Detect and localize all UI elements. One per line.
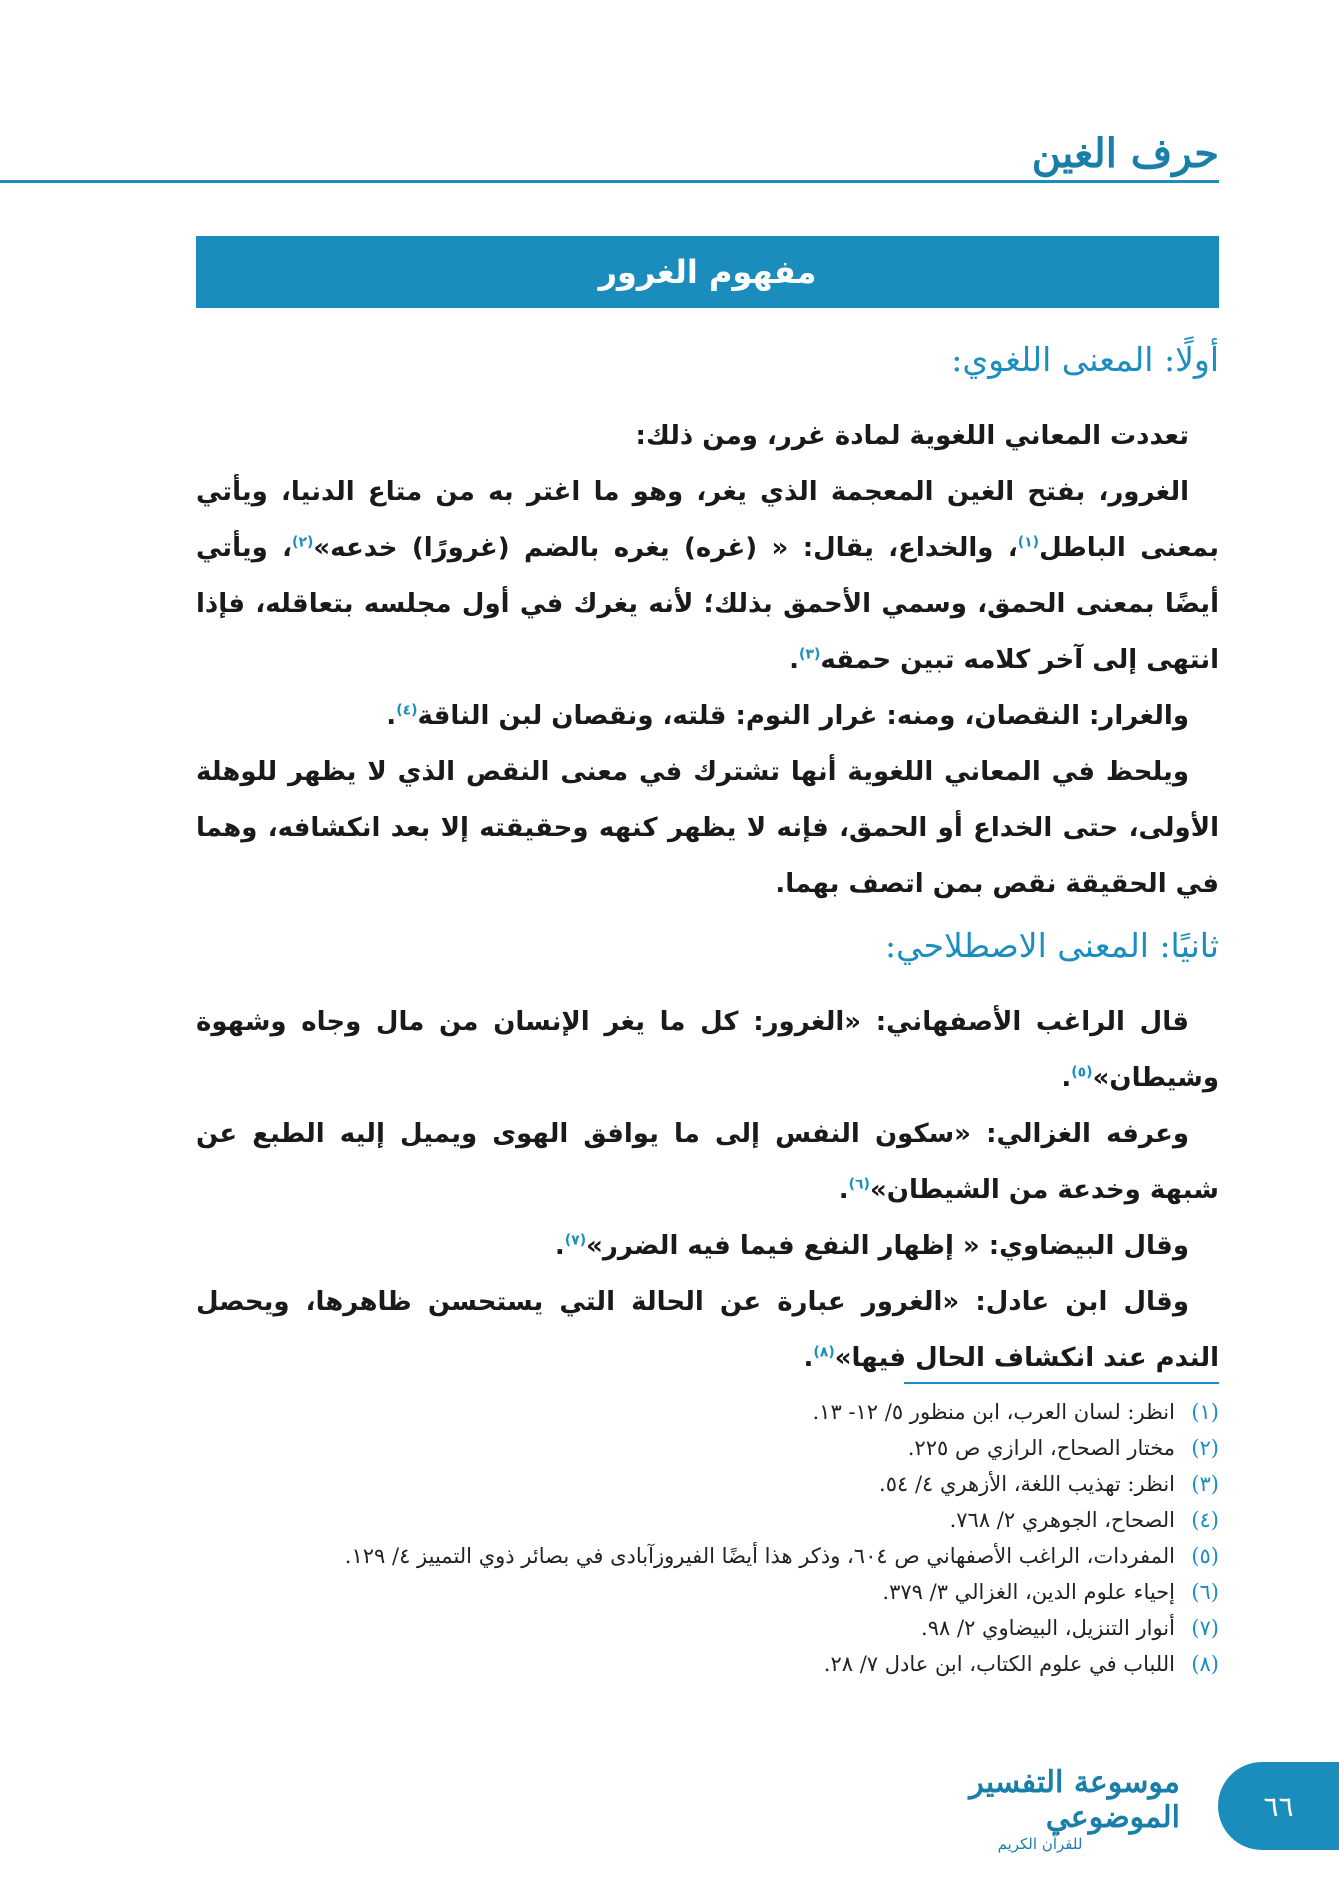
paragraph — [196, 994, 1219, 1106]
footnote-ref[interactable]: (٦) — [848, 1176, 870, 1193]
text-run: . — [554, 1231, 565, 1261]
text-run: . — [789, 645, 800, 675]
page-number-badge — [1218, 1762, 1339, 1850]
section-heading-linguistic: أولًا: المعنى اللغوي: — [951, 340, 1219, 379]
paragraph — [196, 1106, 1219, 1218]
paragraph — [196, 688, 1219, 744]
text-run: الغرور، بفتح الغين المعجمة الذي يغر، وهو ما اغتر به من متاع الدنيا، ويأتي بمعنى الباطل — [196, 477, 1219, 563]
footnote-item — [196, 1430, 1219, 1466]
footnote-text: انظر: تهذيب اللغة، الأزهري ٤/ ٥٤. — [879, 1472, 1175, 1496]
chapter-banner — [196, 236, 1219, 308]
text-run: . — [386, 701, 397, 731]
footnote-number: (٢) — [1191, 1436, 1219, 1460]
footnote-text: مختار الصحاح، الرازي ص ٢٢٥. — [907, 1436, 1175, 1460]
paragraph: تعددت المعاني اللغوية لمادة غرر، ومن ذلك: — [635, 421, 1189, 451]
footnote-text: انظر: لسان العرب، ابن منظور ٥/ ١٢- ١٣. — [812, 1400, 1175, 1424]
footnotes-list — [196, 1394, 1219, 1682]
footnote-text: الصحاح، الجوهري ٢/ ٧٦٨. — [949, 1508, 1175, 1532]
header-rule — [0, 180, 1219, 183]
running-header-title: حرف الغين — [1031, 130, 1219, 177]
footnote-ref[interactable]: (١) — [1017, 534, 1040, 551]
paragraph — [196, 1274, 1219, 1386]
footnote-text: اللباب في علوم الكتاب، ابن عادل ٧/ ٢٨. — [823, 1652, 1175, 1676]
footnote-number: (٨) — [1191, 1652, 1219, 1676]
footnote-item — [196, 1574, 1219, 1610]
banner-title: مفهوم الغرور — [598, 253, 817, 291]
encyclopedia-logo — [900, 1765, 1180, 1853]
footnote-separator — [904, 1382, 1219, 1384]
logo-title: موسوعة التفسير الموضوعي — [969, 1765, 1180, 1835]
section-heading-terminological: ثانيًا: المعنى الاصطلاحي: — [884, 926, 1219, 965]
footnote-item — [196, 1538, 1219, 1574]
text-run: وعرفه الغزالي: «سكون النفس إلى ما يوافق الهوى ويميل إليه الطبع عن شبهة وخدعة من الشيطان» — [196, 1119, 1219, 1205]
text-run: ، والخداع، يقال: « (غره) يغره بالضم (غرورًا) خدعه» — [313, 533, 1018, 563]
text-run: والغرار: النقصان، ومنه: غرار النوم: قلته، ونقصان لبن الناقة — [417, 701, 1189, 731]
section-terminological-body — [196, 994, 1219, 1386]
footnote-number: (٥) — [1191, 1544, 1219, 1568]
paragraph: ويلحظ في المعاني اللغوية أنها تشترك في معنى النقص الذي لا يظهر للوهلة الأولى، حتى الخداع أو الحمق، فإنه لا يظهر كنهه وحقيقته إلا بعد انكشافه، وهما في الحقيقة نقص بمن اتصف بهما. — [196, 757, 1219, 899]
footnote-ref[interactable]: (٢) — [292, 534, 314, 551]
footnote-item — [196, 1502, 1219, 1538]
footnote-text: أنوار التنزيل، البيضاوي ٢/ ٩٨. — [921, 1616, 1175, 1640]
footnote-ref[interactable]: (٧) — [564, 1232, 587, 1249]
footnote-text: إحياء علوم الدين، الغزالي ٣/ ٣٧٩. — [882, 1580, 1175, 1604]
footnote-item — [196, 1394, 1219, 1430]
text-run: . — [803, 1343, 814, 1373]
page-number: ٦٦ — [1263, 1789, 1294, 1823]
text-run: . — [838, 1175, 849, 1205]
paragraph — [196, 1218, 1219, 1274]
footnote-text: المفردات، الراغب الأصفهاني ص ٦٠٤، وذكر هذا أيضًا الفيروزآبادى في بصائر ذوي التمييز ٤/ ١٢٩. — [344, 1544, 1175, 1568]
text-run: وقال البيضاوي: « إظهار النفع فيما فيه الضرر» — [586, 1231, 1189, 1261]
footnote-number: (١) — [1191, 1400, 1219, 1424]
text-run: قال الراغب الأصفهاني: «الغرور: كل ما يغر الإنسان من مال وجاه وشهوة وشيطان» — [196, 1007, 1219, 1093]
footnote-number: (٧) — [1191, 1616, 1219, 1640]
paragraph — [196, 464, 1219, 688]
text-run: وقال ابن عادل: «الغرور عبارة عن الحالة التي يستحسن ظاهرها، ويحصل الندم عند انكشاف الحال فيها» — [196, 1287, 1219, 1373]
footnote-ref[interactable]: (٣) — [799, 646, 821, 663]
footnote-item — [196, 1646, 1219, 1682]
text-run: . — [1061, 1063, 1072, 1093]
footnote-number: (٤) — [1191, 1508, 1219, 1532]
footnote-item — [196, 1466, 1219, 1502]
section-linguistic-body — [196, 408, 1219, 912]
footnote-number: (٣) — [1191, 1472, 1219, 1496]
footnote-ref[interactable]: (٤) — [396, 702, 418, 719]
logo-subtitle: للقرآن الكريم — [997, 1835, 1083, 1853]
text-run: ، ويأتي أيضًا بمعنى الحمق، وسمي الأحمق بذلك؛ لأنه يغرك في أول مجلسه بتعاقله، فإذا انتهى إلى آخر كلامه تبين حمقه — [196, 533, 1219, 675]
footnote-ref[interactable]: (٨) — [813, 1344, 835, 1361]
footnote-ref[interactable]: (٥) — [1071, 1064, 1093, 1081]
footnote-number: (٦) — [1191, 1580, 1219, 1604]
footnote-item — [196, 1610, 1219, 1646]
